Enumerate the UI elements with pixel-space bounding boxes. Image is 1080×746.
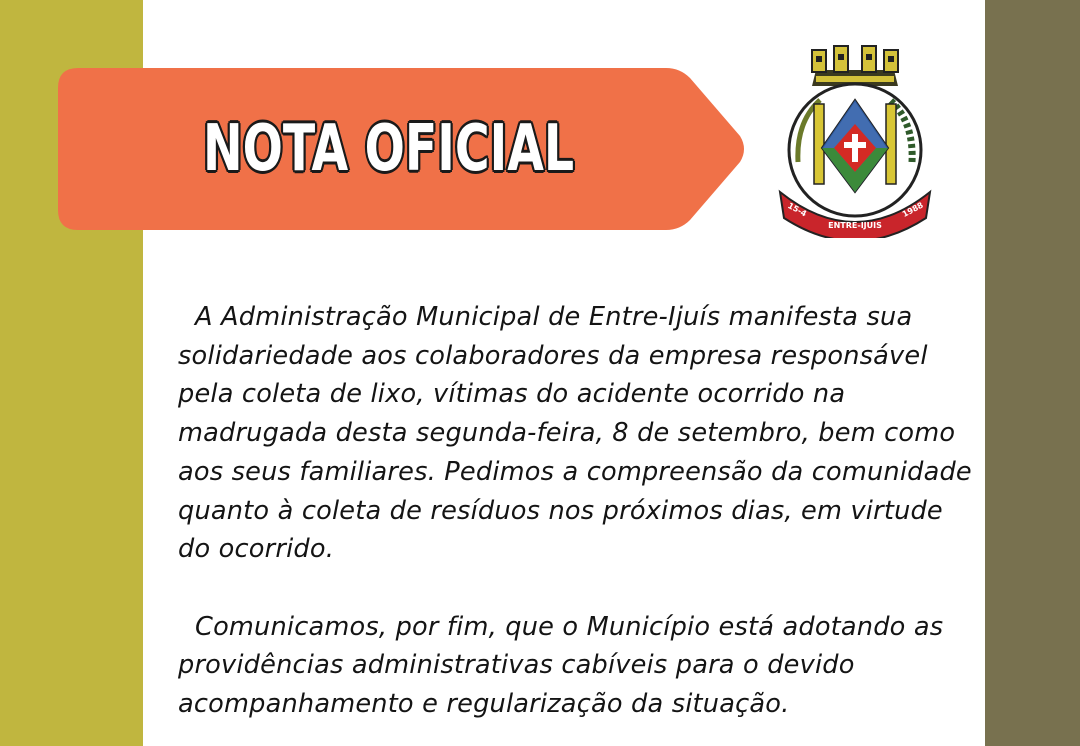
crest-label-right: 1988: [900, 200, 925, 219]
crest-label-left: 15-4: [786, 201, 809, 219]
notice-paragraph-1: A Administração Municipal de Entre-Ijuís manifesta sua solidariedade aos colaboradores da empresa responsável pela coleta de lixo, vítimas do acidente ocorrido na madrugada desta segunda-feira, 8 de setembro, bem como aos seus familiares. Pedimos a compreensão da comunidade quanto à coleta de resíduos nos próximos dias, em virtude do ocorrido.: [178, 302, 972, 565]
crown-icon: [812, 46, 898, 86]
title-banner: [58, 68, 748, 230]
crest-label-center: ENTRE-IJUIS: [828, 221, 882, 230]
right-color-band: [985, 0, 1080, 746]
notice-paragraph-2: Comunicamos, por fim, que o Município está adotando as providências administrativas cabíveis para o devido acompanhamento e regularização da situação.: [178, 611, 944, 720]
municipal-coat-of-arms-icon: [776, 42, 934, 238]
page-title: NOTA OFICIAL: [203, 112, 575, 186]
notice-body: [178, 298, 978, 724]
